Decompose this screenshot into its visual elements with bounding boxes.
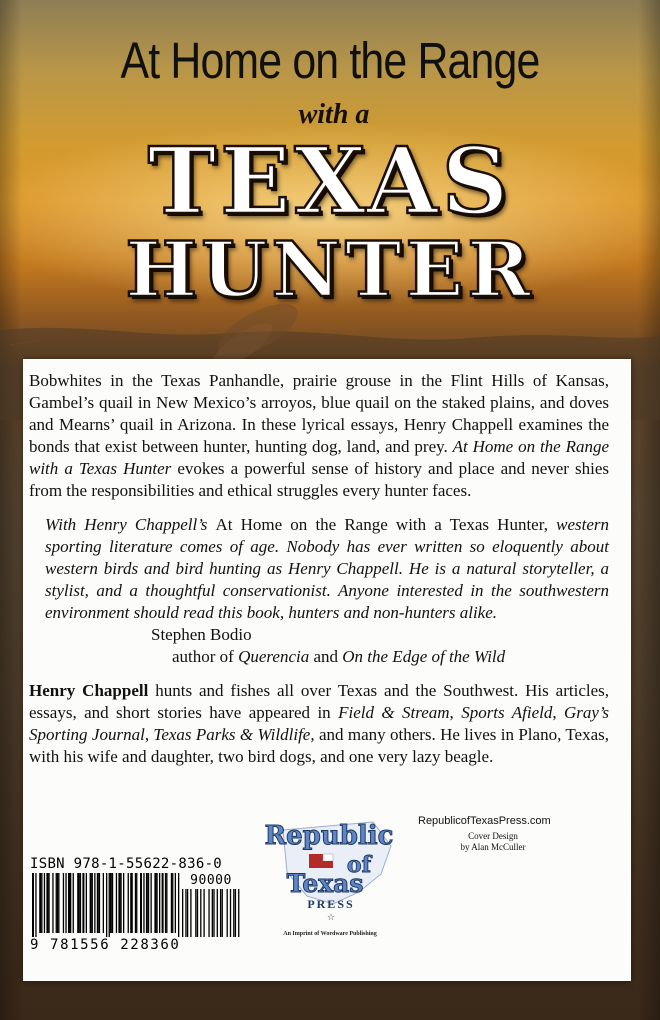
attribution-prefix: author of [172,647,234,666]
barcode-bar [94,873,95,933]
addon-bar [195,889,196,937]
isbn-barcode [30,855,242,955]
barcode-bar [48,873,49,933]
addon-bar [212,889,213,937]
addon-barcode-bars [180,889,242,937]
bio-pub-1: Field & Stream [338,703,450,722]
logo-word-texas: Texas [286,869,364,898]
addon-digits: 90000 [190,873,232,888]
addon-bar [235,889,236,937]
addon-bar [222,889,223,937]
author-name: Henry Chappell [29,681,149,700]
title-with-a: with a [298,99,370,130]
bio-pub-2: Sports Afield [461,703,553,722]
barcode-bar [147,873,149,933]
barcode-bar [165,873,166,933]
barcode-bar [46,873,48,933]
barcode-bar [120,873,121,933]
imprint-line: An Imprint of Wordware Publishing [283,931,377,937]
barcode-bar [123,873,124,933]
barcode-bar [110,873,111,933]
barcode-bar [136,873,137,933]
barcode-bar [39,873,41,933]
barcode-bar [171,873,172,933]
barcode-bar [146,873,147,933]
review-quote [29,514,609,624]
cover-design-credit [418,831,568,853]
addon-bar [197,889,198,937]
bio-pub-4: Texas Parks & Wildlife, [153,725,315,744]
barcode-bar [118,873,120,933]
barcode-bar [128,873,129,933]
bio-pub-3: Gray’s Sporting Journal [29,703,610,744]
title-texas: TEXAS [147,127,513,235]
barcode-bar [159,873,160,933]
republic-of-texas-press-logo [263,812,403,924]
quote-attribution-name: Stephen Bodio [151,625,252,644]
barcode-bar [162,873,164,933]
barcode-bar [41,873,42,933]
barcode-bar [175,873,176,933]
ean-digits: 9 781556 228360 [30,937,181,953]
quote-body: western sporting literature comes of age. Nobody has ever written so eloquently about western birds and bird hunting as Henry Chappell. He is a natural storyteller, a stylist, and a thoughtful conservationist. Anyone interested in the southwestern environment should read this book, hunters and non-hunters alike. [45,515,609,622]
barcode-bar [166,873,167,933]
star-icon: ☆ [326,913,336,923]
description-text [29,370,609,768]
logo-word-press: PRESS [307,897,355,911]
addon-bar [187,889,188,937]
barcode-bar [106,873,107,937]
barcode-bar [73,873,74,933]
barcode-bar [68,873,70,933]
attribution-conj: and [313,647,339,666]
addon-bar [182,889,183,937]
attribution-work-2: On the Edge of the Wild [342,647,506,666]
addon-bar [185,889,186,937]
barcode-bar [63,873,64,933]
blurb-book-title: At Home on the Range with a Texas Hunter [29,437,610,478]
barcode-bar [140,873,142,933]
barcode-bar [156,873,157,933]
blurb-text-a: Bobwhites in the Texas Panhandle, prairie grouse in the Flint Hills of Kansas, Gambel’s quail in New Mexico’s arroyos, blue quail on the staked plains, and doves and Mearns’ quail in Arizona. In these lyrical essays, Henry Chappell examines the bonds that exist between hunter, hunting dog, land, and prey. [29,371,609,456]
credit-line-2: by Alan McCuller [460,842,526,852]
blurb-paragraph [29,370,609,502]
barcode-bar [109,873,110,937]
barcode-bar [90,873,92,933]
barcode-bar [86,873,87,933]
addon-bar [208,889,209,937]
quote-book-title: At Home on the Range with a Texas Hunter, [215,515,548,534]
flag-white [323,854,333,861]
ean-barcode-bars [30,873,180,937]
barcode-bar [103,873,104,933]
author-bio [29,680,609,768]
barcode-bar [70,873,71,933]
addon-bar [220,889,221,937]
barcode-bar [82,873,84,933]
quote-lead: With Henry Chappell’s [45,515,208,534]
addon-bar [213,889,214,937]
addon-bar [190,889,191,937]
barcode-bar [65,873,66,933]
attribution-work-1: Querencia [238,647,310,666]
addon-bar [230,889,231,937]
barcode-bar [92,873,93,933]
bio-sep-1: , [449,703,454,722]
blurb-text-b: evokes a powerful sense of history and place and never shies from the responsibilities and ethical struggles every hunter faces. [29,459,610,500]
quote-attribution-role [29,646,609,668]
flag-red-lower [323,861,333,868]
barcode-bar [111,873,113,933]
addon-bar [227,889,228,937]
barcode-bar [79,873,80,933]
barcode-bar [32,873,34,937]
barcode-bar [58,873,59,933]
barcode-bar [151,873,152,933]
logo-word-of: of [346,852,372,878]
barcode-bar [97,873,99,933]
barcode-bar [56,873,57,933]
barcode-bar [52,873,53,933]
bio-sep-3: , [144,725,150,744]
publisher-website[interactable]: RepublicofTexasPress.com [418,815,551,827]
barcode-bar [35,873,36,937]
flag-red [309,854,323,868]
addon-bar [217,889,218,937]
bio-text-1: hunts and fishes all over Texas and the Southwest. His articles, essays, and short stories have appeared in [29,681,610,722]
title-hunter: HUNTER [125,225,535,314]
barcode-bar [99,873,100,933]
credit-line-1: Cover Design [468,831,518,841]
logo-word-republic: Republic [264,821,394,851]
barcode-bar [130,873,131,933]
barcode-bar [154,873,156,933]
bio-text-2: and many others. He lives in Plano, Texas, with his wife and daughter, two bird dogs, and one very lazy beagle. [29,725,610,766]
barcode-bar [77,873,78,933]
barcode-bar [135,873,136,933]
addon-bar [233,889,234,937]
addon-bar [200,889,201,937]
barcode-bar [57,873,58,933]
barcode-bar [172,873,173,933]
barcode-bar [132,873,133,933]
barcode-bar [116,873,117,933]
barcode-bar [143,873,144,933]
addon-bar [203,889,204,937]
title-line: At Home on the Range [120,32,540,89]
barcode-bar [44,873,45,933]
isbn-label: ISBN 978-1-55622-836-0 [30,856,223,872]
bio-sep-2: , [552,703,557,722]
barcode-bar [80,873,81,933]
